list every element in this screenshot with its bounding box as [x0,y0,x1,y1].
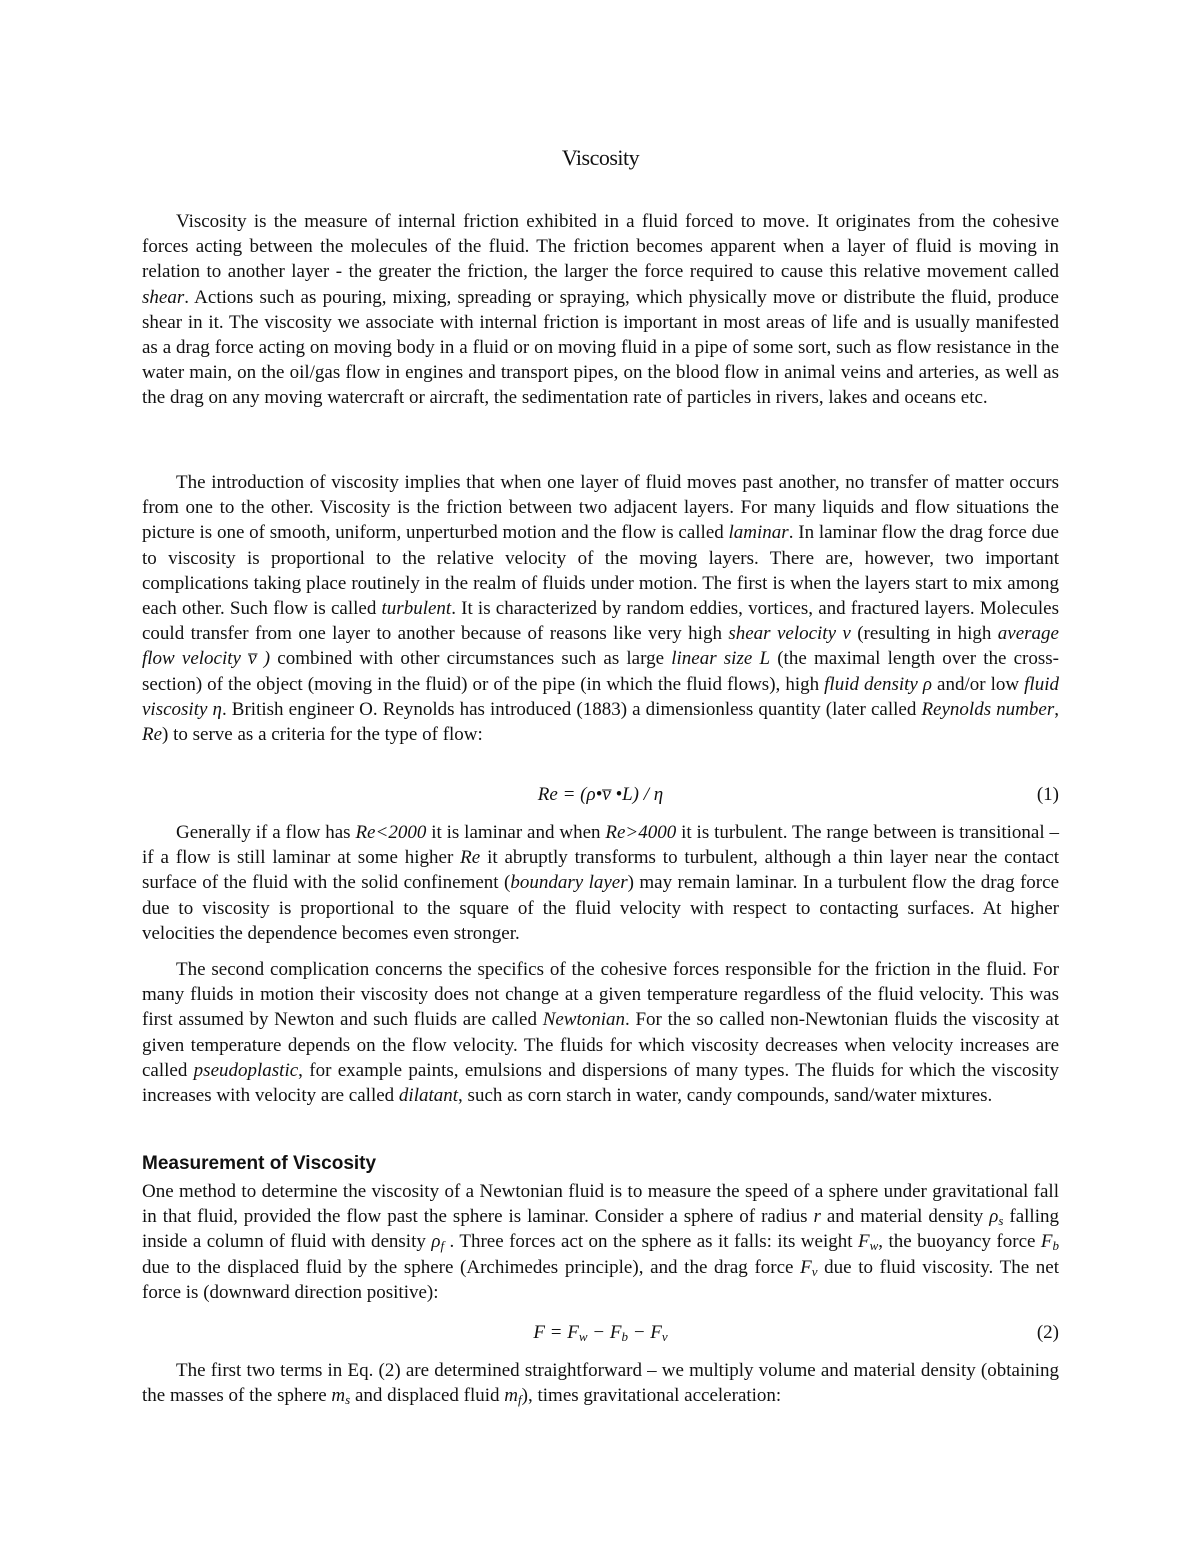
text: . It is characterized by random eddies, vortices, and fractured layers. Molecules could transfer from one layer to another because of reasons like very high [142,598,1060,645]
text: (resulting in high [850,623,998,645]
var-mf: $m_f$ [504,1385,522,1408]
paragraph-reynolds-criteria [142,820,1059,946]
term-newtonian: Newtonian [542,1009,626,1031]
text: Viscosity is the measure of internal friction exhibited in a fluid forced to move. It originates from the cohesive forces acting between the molecules of the fluid. The friction becomes apparent when a layer of fluid is moving in relation to another layer - the greater the friction, the larger the force required to cause this relative movement called [142,211,1059,283]
text: it abruptly transforms to turbulent, although a thin layer near the contact surface of the fluid with the solid confinement ( [142,847,1059,894]
term-fluid-density: fluid density ρ [824,673,932,695]
text: , for example paints, emulsions and dispersions of many types. The fluids for which the viscosity increases with velocity are called [142,1059,1059,1107]
equation-2 [142,1322,1059,1348]
term-re: Re [142,724,163,746]
var-ms: $m_s$ [331,1385,351,1408]
text: The first two terms in Eq. (2) are determined straightforward – we multiply volume and material density (obtaining the masses of the sphere [142,1360,1059,1407]
text: . For the so called non-Newtonian fluids the viscosity at given temperature depends on the flow velocity. The fluids for which viscosity decreases when velocity increases are called [142,1009,1059,1081]
term-re: Re [460,847,481,869]
term-shear-velocity: shear velocity v [728,623,851,645]
text: , such as corn starch in water, candy compounds, sand/water mixtures. [458,1085,993,1107]
equation-number: (2) [1036,1322,1059,1343]
text: Generally if a flow has [176,822,356,843]
term-laminar: laminar [728,522,789,544]
text: . Actions such as pouring, mixing, spreading or spraying, which physically move or distribute the fluid, produce shear in it. The viscosity we associate with internal friction is important in most areas of life and is usually manifested as a drag force acting on moving body in a fluid or on moving fluid in a pipe of some sort, such as flow resistance in the water main, on the oil/gas flow in engines and transport pipes, on the blood flow in animal veins and arteries, as well as the drag on any moving watercraft or aircraft, the sedimentation rate of particles in rivers, lakes and oceans etc. [142,286,1059,409]
text: , [1054,698,1059,720]
term-average-flow-velocity: average flow velocity v̅ ) [142,623,1059,670]
term-fluid-viscosity: fluid viscosity η [142,673,1059,720]
text: it is turbulent. The range between is transitional – if a flow is still laminar at some higher [142,822,1059,869]
paragraph-newtonian [142,957,1059,1108]
equation-number: (1) [1036,784,1059,805]
text: . In laminar flow the drag force due to viscosity is proportional to the relative velocity of the moving layers. There are, however, two important complications taking place routinely in the realm of fluids under motion. The first is when the layers start to mix among each other. Such flow is called [142,522,1059,620]
text: ), times gravitational acceleration: [521,1385,782,1407]
paragraph-flow-types [142,470,1059,747]
paragraph-forces [142,1358,1059,1408]
term-linear-size: linear size L [671,648,771,670]
text: it is laminar and when [426,822,606,843]
var-rho-s: $\rho_s$ [989,1206,1004,1229]
term-re-turbulent: Re>4000 [605,822,677,843]
var-r: r [813,1206,821,1228]
text: combined with other circumstances such as large [270,648,672,670]
term-re-laminar: Re<2000 [355,822,427,843]
term-boundary-layer: boundary layer [510,872,628,894]
text: due to fluid viscosity. The net force is (downward direction positive): [142,1256,1059,1303]
text: The introduction of viscosity implies that when one layer of fluid moves past another, no transfer of matter occurs from one to the other. Viscosity is the friction between two adjacent layers. For many liquids and flow situations the picture is one of smooth, uniform, unperturbed motion and the flow is called [142,472,1059,544]
text: and displaced fluid [350,1385,505,1407]
term-turbulent: turbulent [381,598,452,620]
equation-1 [142,784,1059,810]
text: falling inside a column of fluid with density [142,1206,1059,1253]
term-shear: shear [142,286,185,308]
text: (the maximal length over the cross-section) of the object (moving in the fluid) or of the pipe (in which the fluid flows), high [142,648,1060,695]
term-reynolds-number: Reynolds number [921,698,1055,720]
text: The second complication concerns the specifics of the cohesive forces responsible for the friction in the fluid. For many fluids in motion their viscosity does not change at a given temperature regardless of the fluid velocity. This was first assumed by Newton and such fluids are called [142,959,1059,1031]
var-fb: $F_b$ [1040,1231,1059,1254]
text: and material density [820,1206,990,1228]
var-fw: $F_w$ [857,1231,879,1254]
page-title: Viscosity [561,145,640,170]
text: ) to serve as a criteria for the type of flow: [162,724,483,746]
equation-formula: $F = F_w - F_b - F_v$ [533,1322,668,1344]
text: . Three forces act on the sphere as it falls: its weight [444,1231,858,1253]
term-dilatant: dilatant [398,1085,459,1107]
section-heading: Measurement of Viscosity [142,1153,377,1174]
term-pseudoplastic: pseudoplastic [193,1059,299,1081]
text: One method to determine the viscosity of a Newtonian fluid is to measure the speed of a sphere under gravitational fall in that fluid, provided the flow past the sphere is laminar. Consider a sphere of radius [142,1181,1059,1228]
text: ) may remain laminar. In a turbulent flow the drag force due to viscosity is proportional to the square of the fluid velocity with respect to contacting surfaces. At higher velocities the dependence becomes even stronger. [142,872,1060,944]
text: and/or low [932,673,1025,695]
equation-formula: Re = (ρ•v̅ •L) / η [537,784,664,805]
text: due to the displaced fluid by the sphere (Archimedes principle), and the drag force [142,1256,801,1278]
text: . British engineer O. Reynolds has introduced (1883) a dimensionless quantity (later called [221,698,922,720]
var-rho-f: $\rho_f$ [431,1231,445,1254]
paragraph-measurement [142,1179,1059,1305]
paragraph-intro [142,209,1059,411]
var-fv: $F_v$ [800,1256,818,1279]
text: , the buoyancy force [878,1231,1041,1253]
